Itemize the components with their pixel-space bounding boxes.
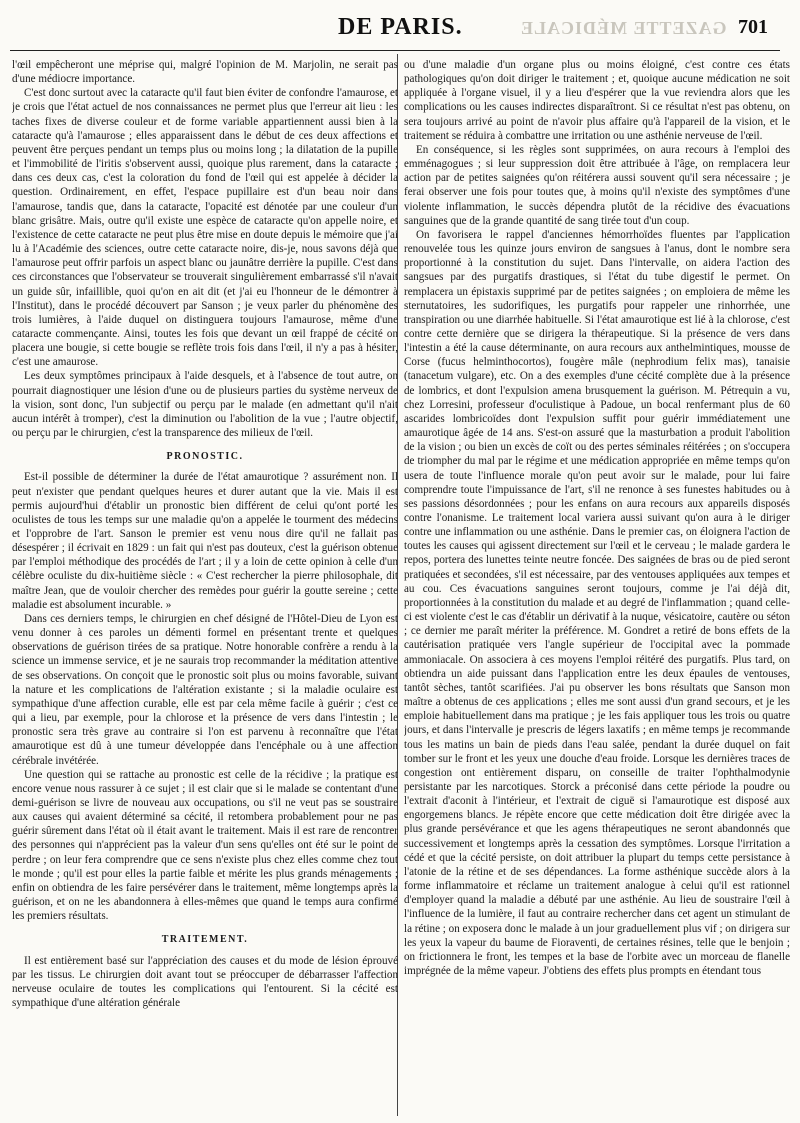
page-number: 701 [738,16,768,38]
left-column [12,58,398,1116]
left-paragraph-4: Est-il possible de déterminer la durée de l'état amaurotique ? assurément non. Il peut n'exister que pendant quelques heures et durer autant que la vie. Mais il est permis aujourd'hui d'établir un pronostic bien différent de celui qu'ont porté les oculistes de tous les temps sur une maladie qu'on a appelée le tourment des médecins et l'opprobre de l'art. Sanson le premier est venu nous dire qu'il ne fallait pas désespérer ; il écrivait en 1829 : un fait qui n'est pas douteux, c'est la guérison obtenue par l'emploi méthodique des procédés de l'art ; il y a loin de cette opinion à celle d'un célèbre oculiste du dix-huitième siècle : « C'est rechercher la pierre philosophale, dit maître Jean, que de vouloir chercher des remèdes pour guérir la goutte sereine ; cette maladie est absolument incurable. » [12,471,398,611]
left-paragraph-7: Il est entièrement basé sur l'appréciation des causes et du mode de lésion éprouvé par les tissus. Le chirurgien doit avant tout se préoccuper de débarrasser l'affection nerveuse oculaire de toutes les complications qui l'entourent. Si la cécité est sympathique d'une altération générale [12,954,398,1009]
left-paragraph-6: Une question qui se rattache au pronostic est celle de la récidive ; la pratique est encore venue nous rassurer à ce sujet ; il est clair que si le malade se contentant d'une demi-guérison se livre de nouveau aux occupations, ou s'il ne veut pas se soustraire aux causes qui avaient déterminé sa cécité, il retombera probablement pour ne pas guérir sûrement dans l'état où il était avant le traitement. Mais il est rare de rencontrer des personnes qui n'apprécient pas la valeur d'un sens qu'elles ont été sur le point de perdre ; on leur fera comprendre que ce sens n'existe plus chez elles comme chez tout le monde ; qu'il est pour elles la partie faible et mérite les plus grands ménagements ; enfin on obtiendra de les faire persévérer dans le traitement, même longtemps après la guérison, et on ne les abandonnera à elles-mêmes que quand le temps aura confirmé les premiers résultats. [12,768,398,923]
right-paragraph-2: En conséquence, si les règles sont supprimées, on aura recours à l'emploi des emménagogues ; si leur suppression doit être attribuée à l'âge, on remplacera leur action par de petites saignées qu'on réitérera aussi souvent qu'il sera nécessaire ; je ferai observer une fois pour toutes que, à moins qu'il n'existe des symptômes d'une violente inflammation, le succès dépendra plutôt de la récidive des évacuations sanguines que de la grande quantité de sang tirée tout d'un coup. [404,143,790,227]
right-column [404,58,790,1116]
left-paragraph-5: Dans ces derniers temps, le chirurgien en chef désigné de l'Hôtel-Dieu de Lyon est venu donner à ces paroles un démenti formel en présentant trente et quelques observations de guérison tirées de sa pratique. Notre honorable confrère a rendu à la science un immense service, et je ne saurais trop recommander la méditation attentive de ses observations. On conçoit que le pronostic soit plus ou moins favorable, suivant la nature et les complications de l'altération existante ; si la maladie oculaire est sympathique d'une affection curable, elle est par cela même facile à guérir ; c'est ce qui a lieu, par exemple, pour la chlorose et la présence de vers dans l'intestin ; le pronostic sera très grave au contraire si l'on est parvenu à reconnaître que l'état amaurotique est dû à une tumeur développée dans l'encéphale ou à une affection cérébrale invétérée. [12,612,398,767]
page-header-title: DE PARIS. [338,14,463,40]
heading-pronostic: PRONOSTIC. [166,451,244,463]
left-paragraph-3: Les deux symptômes principaux à l'aide desquels, et à l'absence de tout autre, on pourrait diagnostiquer une lésion d'une ou de plusieurs parties du système nerveux de la vision, sont donc, l'un subjectif ou perçu par le malade (en admettant qu'il n'ait aucun intérêt à tromper), c'est la diminution ou l'abolition de la vue ; l'autre objectif, ou perçu par le chirurgien, c'est la transparence des milieux de l'œil. [12,370,398,440]
right-paragraph-1: ou d'une maladie d'un organe plus ou moins éloigné, c'est contre ces états pathologiques qu'on doit diriger le traitement ; et, quoique aucune médication ne soit appliquée à l'organe visuel, il y a lieu d'espérer que la vue reviendra alors que les complications ou les causes indirectes disparaîtront. Si ce résultat n'est pas obtenu, on sera toujours arrivé au point de n'avoir plus affaire qu'à l'appareil de la vision, et le traitement se réduira à combattre une irritation ou une asthénie nerveuse de l'œil. [404,59,790,142]
heading-traitement: TRAITEMENT. [161,934,249,946]
left-paragraph-1: l'œil empêcheront une méprise qui, malgré l'opinion de M. Marjolin, ne serait pas d'une médiocre importance. [12,59,398,86]
header-rule [10,50,780,51]
left-paragraph-2: C'est donc surtout avec la cataracte qu'il faut bien éviter de confondre l'amaurose, et je crois que l'état actuel de nos connaissances ne permet plus que l'erreur ait lieu : les taches fixes de diverse couleur et de forme variable appartiennent aussi bien à la cataracte qu'à l'amaurose ; elles apparaissent dans le début de ces deux affections et peuvent être perçues pendant un temps plus ou moins long ; la dilatation de la pupille et l'immobilité de l'iritis s'observent aussi, quoique plus rarement, dans la cataracte ; dans ces deux cas, c'est la coloration du fond de l'œil qui est appelée à décider la question. Ordinairement, en effet, l'espace pupillaire est d'un beau noir dans l'amaurose, tandis que, dans la cataracte, l'opacité est dénotée par une couleur d'un blanc grisâtre. Mais, outre qu'il existe une espèce de cataracte qu'on appelle noire, et l'existence de cette cataracte ne peut plus être mise en doute depuis le mémoire que j'ai lu à l'Académie des sciences, outre cette cataracte noire, dis-je, nous savons déjà que l'amaurose peut offrir parfois un aspect blanc ou jaunâtre derrière la pupille. C'est dans ces circonstances que l'observateur se trouverait singulièrement embarrassé s'il n'avait un guide sûr, infaillible, quoi qu'on en ait dit (et j'ai eu l'honneur de le démontrer à l'Institut), dans le procédé découvert par Sanson ; je veux parler du phénomène des trois lumières, à l'aide duquel on distinguera toujours l'amaurose, même d'une cataracte commençante. Ainsi, toutes les fois que devant un œil frappé de cécité on placera une bougie, si cette bougie se reflète trois fois dans l'œil, il n'y a pas à hésiter, c'est une amaurose. [12,87,398,369]
bleed-through-masthead: GAZETTE MÉDICALE [520,18,727,38]
right-paragraph-3: On favorisera le rappel d'anciennes hémorrhoïdes fluentes par l'application renouvelée tous les quinze jours environ de sangsues à l'anus, dont le nombre sera proportionné à la constitution du sujet. Dans l'intervalle, on aidera l'action des sangsues par des purgatifs drastiques, si l'état du tube digestif le permet. On remplacera un épistaxis supprimé par de petites saignées ; on emploiera de même les sternutatoires, les sudorifiques, les purgatifs pour rappeler une rinhorrhée, une transpiration ou une diarrhée habituelle. Si l'état amaurotique est lié à la chlorose, c'est contre cette dernière que se dirigera la thérapeutique. Si la présence de vers dans l'intestin a été la cause déterminante, on aura recours aux anthelmintiques, mousse de Corse (fucus helminthocortos), fougère mâle (nephrodium felix mas), tanaisie (tanacetum vulgare), etc. On a des exemples d'une cécité complète due à la présence de lombrics, et dont l'expulsion amena brusquement la guérison. M. Pétrequin a vu, chez Lorresini, professeur d'oculistique à Padoue, un bocal renfermant plus de 60 ascarides lombricoïdes dont l'expulsion suffit pour guérir immédiatement une amaurotique âgée de 14 ans. S'est-on assuré que la masturbation a produit l'abolition de la vision ; ou bien un excès de coït ou des pertes séminales réitérées ; on s'occupera de triompher du mal par le régime et une médication appropriée en même temps qu'on usera de toute l'influence morale qu'on peut avoir sur le malade, pour lui faire comprendre toute l'impuissance de l'art, s'il ne renonce à ses funestes habitudes ou à ses passions désordonnées ; pour les enfans on aura recours aux appareils disposés contre l'onanisme. Le traitement local variera aussi suivant qu'on aura à le diriger contre une inflammation ou une asthénie. Dans le premier cas, on éloignera l'action de toutes les causes qui agissent directement sur l'œil et le cerveau ; le malade gardera le repos, portera des lunettes teinte neutre foncée. Des saignées de bras ou de pied seront pratiquées et secondées, s'il est nécessaire, par des ventouses appliquées aux tempes et au cou. Ces évacuations sanguines seront toujours, comme je l'ai déjà dit, proportionnées à la constitution du malade et au degré de l'inflammation ; quand celle-ci est violente c'est le cas d'établir un dérivatif à la nuque, vésicatoire, cautère ou séton ; ce dernier me paraît mériter la préférence. M. Gondret a retiré de bons effets de la cautérisation pratiquée vers l'angle supérieur de l'occipital avec la pommade ammoniacale. On associera à ces moyens l'emploi réitéré des purgatifs. Plus tard, on obtiendra un aide puissant dans l'application entre les deux épaules de ventouses, tantôt sèches, tantôt scarifiées. J'ai pu observer les bons résultats que Sanson mon maître a obtenus de ces applications ; elles me sont aussi d'un grand secours, et je les emploie habituellement dans ma pratique ; je les fais appliquer tous les trois ou quatre jours, et dans l'intervalle je prescris de légers laxatifs ; en même temps je recommande tous les matins un bain de pieds dans l'eau salée, pendant la durée duquel on fait tomber sur le front et les yeux une douche d'eau froide. Lorsque les dernières traces de congestion ont entièrement disparu, on conseille de traiter l'ophthalmodynie persistante par les narcotiques. Storck a préconisé dans cette période la poudre ou l'extrait d'aconit à l'intérieur, et l'extrait de ciguë si l'amaurotique est disposé aux engorgemens blancs. Je répète encore que cette médication doit être dirigée avec la plus grande persévérance et que les agens thérapeutiques ne seront abandonnés que successivement et longtemps après la cessation des symptômes. Lorsque l'irritation a cédé et que la cécité persiste, on doit attribuer la plupart du temps cette persistance à l'atonie de la rétine et de ses dépendances. La forme asthénique succède alors à la forme inflammatoire et réclame un traitement analogue à celui qu'il est rationnel d'employer quand la maladie a débuté par une asthénie. Au lieu de soustraire l'œil à l'influence de la lumière, il faut au contraire rechercher dans cet agent un stimulant de la rétine ; on exposera donc le malade à un jour graduellement plus vif ; on dirigera sur les yeux la vapeur du baume de Fioraventi, de certaines résines, telle que le benjoin ; on frictionnera le front, les tempes et la base de l'orbite avec un morceau de flanelle imprégnée de la même vapeur. J'obtiens des effets plus prompts en étendant tous [404,228,790,977]
